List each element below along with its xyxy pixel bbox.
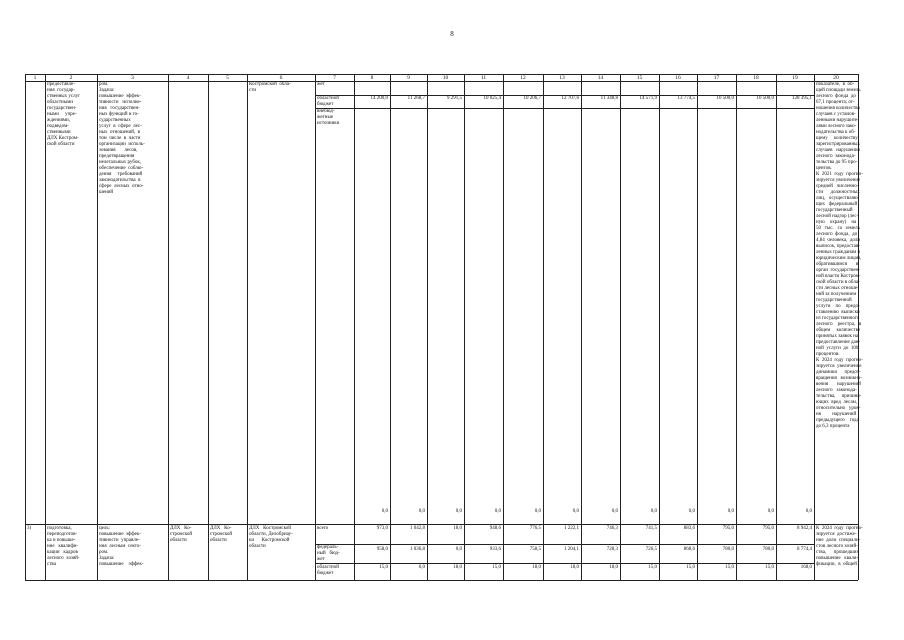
column-border [315, 74, 316, 580]
column-header: 3 [131, 75, 134, 81]
value-cell: 0,0 [727, 509, 734, 514]
column-border [503, 74, 504, 580]
value-cell: 168,0 [800, 565, 812, 570]
value-cell: 15,0 [686, 565, 695, 570]
value-cell: 18,0 [532, 565, 541, 570]
column-header: 7 [333, 75, 336, 81]
column-header: 14 [597, 75, 604, 81]
column-header: 6 [279, 75, 283, 81]
goal-task-cell: цель: повышение эффек- тивности управле- ния лесным секто- ром. Задача: повышение эффек- [99, 526, 144, 567]
column-header: 15 [636, 75, 643, 81]
coexecutor-cell: ДЛХ Ко- стромской области [210, 526, 233, 543]
value-cell: 883,6 [683, 526, 695, 531]
value-cell: 18,0 [570, 565, 579, 570]
column-border [581, 74, 582, 580]
value-cell: 0,0 [572, 509, 579, 514]
executor-cell: ДЛХ Ко- стромской области [170, 526, 193, 543]
program-name-cell: подготовка, переподготов- ка и повыше- ние квалифи- кации кадров лесного хозяй- ства [47, 526, 80, 567]
column-header: 16 [675, 75, 681, 81]
column-border [620, 74, 621, 580]
column-header: 11 [480, 75, 487, 81]
column-header: 8 [370, 75, 374, 81]
value-cell: 1 042,8 [410, 526, 425, 531]
value-cell: 958,0 [376, 547, 388, 552]
value-cell: 10 025,4 [483, 96, 501, 101]
value-cell: 1 204,1 [564, 547, 579, 552]
value-cell: 14 571,9 [639, 96, 657, 101]
column-border [25, 74, 26, 580]
value-cell: 0,0 [455, 547, 462, 552]
value-cell: 15,0 [492, 565, 501, 570]
row-separator [25, 524, 858, 525]
value-cell: 726,5 [645, 547, 657, 552]
value-cell: 0,0 [534, 509, 541, 514]
value-cell: 18,0 [453, 565, 462, 570]
value-cell: 8 942,4 [797, 526, 812, 531]
column-border [247, 74, 248, 580]
value-cell: 128 395,1 [792, 96, 812, 101]
column-header: 12 [520, 75, 526, 81]
column-header: 9 [407, 75, 410, 81]
participants-cell: ДЛХ Костромской области, Делобрнау- ки Костромской области [249, 526, 293, 549]
value-cell: 0,0 [381, 509, 388, 514]
column-border [390, 74, 391, 580]
column-header: 2 [69, 75, 73, 81]
column-border [168, 74, 169, 580]
column-header: 1 [33, 75, 37, 81]
column-border [208, 74, 209, 580]
funding-source-cell: областной бюджет [317, 565, 339, 576]
goal-task-cell: ром. Задача: повышение эффек- тивности исполне- ния государствен- ных функций и го- сударственных услуг в сфере лес- ных отношений, в том числе в части организации исполь- зования лесов, предотвращения нелегальных рубок, обеспечение соблю- дения требований законодательства в сфере лесных отно- шений [99, 82, 145, 195]
column-border [97, 74, 98, 580]
value-cell: 11 268,7 [407, 96, 425, 101]
column-header: 18 [753, 75, 759, 81]
value-cell: 780,0 [722, 547, 734, 552]
value-cell: 0,0 [688, 509, 695, 514]
value-cell: 795,0 [722, 526, 734, 531]
value-cell: 14 200,0 [370, 96, 388, 101]
column-header: 10 [442, 75, 449, 81]
funding-source-cell: федераль- ный бюд- жет [317, 545, 340, 562]
value-cell: 18,0 [453, 526, 462, 531]
value-cell: 776,5 [529, 526, 541, 531]
value-cell: 780,0 [762, 547, 774, 552]
column-border [776, 74, 777, 580]
value-cell: 0,0 [611, 509, 618, 514]
value-cell: 18,0 [609, 565, 618, 570]
column-border [427, 74, 428, 580]
value-cell: 11 348,8 [600, 96, 618, 101]
value-cell: 795,0 [762, 526, 774, 531]
value-cell: 0,0 [767, 509, 774, 514]
column-border [697, 74, 698, 580]
value-cell: 12 707,6 [561, 96, 579, 101]
value-cell: 0,0 [418, 509, 425, 514]
page-number: 8 [450, 30, 454, 38]
value-cell: 6,0 [418, 565, 425, 570]
value-cell: 10 500,0 [756, 96, 774, 101]
column-header: 13 [559, 75, 565, 81]
participants-cell: Костромской обла- сти [249, 82, 291, 93]
column-border [659, 74, 660, 580]
funding-source-cell: всего [317, 526, 329, 531]
funding-source-cell: внебюд- жетные источники [317, 109, 340, 126]
funding-source-cell: жет [317, 82, 325, 87]
value-cell: 1 036,8 [410, 547, 425, 552]
value-cell: 728,3 [606, 547, 618, 552]
column-border [543, 74, 544, 580]
value-cell: 746,3 [606, 526, 618, 531]
value-cell: 15,0 [648, 565, 657, 570]
column-header: 17 [713, 75, 720, 81]
value-cell: 973,0 [376, 526, 388, 531]
value-cell: 758,5 [529, 547, 541, 552]
column-header: 5 [226, 75, 229, 81]
value-cell: 948,6 [489, 526, 501, 531]
value-cell: 0,0 [494, 509, 501, 514]
value-cell: 10 500,0 [716, 96, 734, 101]
value-cell: 933,6 [489, 547, 501, 552]
expected-results-cell: К 2024 году прогно- зируется достиже- ние доли специали- стов лесного хозяй- ства, прошедших повышение квали- фикации, в общей [816, 526, 863, 567]
table-bottom-border [25, 580, 858, 581]
funding-source-cell: областной бюджет [317, 96, 339, 107]
value-cell: 9 291,5 [447, 96, 462, 101]
value-cell: 13 774,5 [677, 96, 695, 101]
value-cell: 741,5 [645, 526, 657, 531]
value-cell: 0,0 [455, 509, 462, 514]
value-cell: 15,0 [725, 565, 734, 570]
column-border [736, 74, 737, 580]
row-number-cell: 3) [27, 526, 32, 531]
column-border [45, 74, 46, 580]
column-header: 19 [792, 75, 798, 81]
column-header: 20 [833, 75, 839, 81]
column-header: 4 [186, 75, 190, 81]
column-border [814, 74, 815, 580]
value-cell: 15,0 [765, 565, 774, 570]
value-cell: 10 206,7 [523, 96, 541, 101]
value-cell: 868,6 [683, 547, 695, 552]
column-border [464, 74, 465, 580]
program-name-cell: предоставле- ния государ- ственных услуг областными государствен- ными учре- ждениями, подведом- ственными ДЛХ Костром- ской области [47, 82, 81, 147]
value-cell: 0,0 [650, 509, 657, 514]
expected-results-cell: показателе, в об- щей площади земель лесного фонда до 67,1 процента; от- ношения количества случаев с установ- ленными нарушите- лями лесного зако- нодательства к об- щему количеству зарегистрированных случаев нарушения лесного законода- тельства до 95 про- центов. К 2021 году прогно- зируется увеличение средней численно- сти должностных лиц, осуществляю- щих федеральный государственный лесной надзор (лес- ную охрану) на 50 тыс. га земель лесного фонда, до 4,84 человека, доли выписок, предостав- ленных гражданам и юридическим лицам, обратившимся в орган государствен- ной власти Костром- ской области в обла- сти лесных отноше- ний за получением государственной услуги по предо- ставлению выписки из государственного лесного реестра, в общем количестве принятых заявок на предоставление дан- ной услуги до 100 процентов. К 2024 году прогно- зируется увеличение динамики предот- вращения возникно- вения нарушений лесного законода- тельства, причиня- ющих вред лесам, относительно уров- ня нарушений предыдущего года до 6,3 процента [816, 82, 863, 429]
value-cell: 0,0 [805, 509, 812, 514]
column-border [354, 74, 355, 580]
value-cell: 15,0 [379, 565, 388, 570]
value-cell: 1 222,1 [564, 526, 579, 531]
value-cell: 8 774,4 [797, 547, 812, 552]
